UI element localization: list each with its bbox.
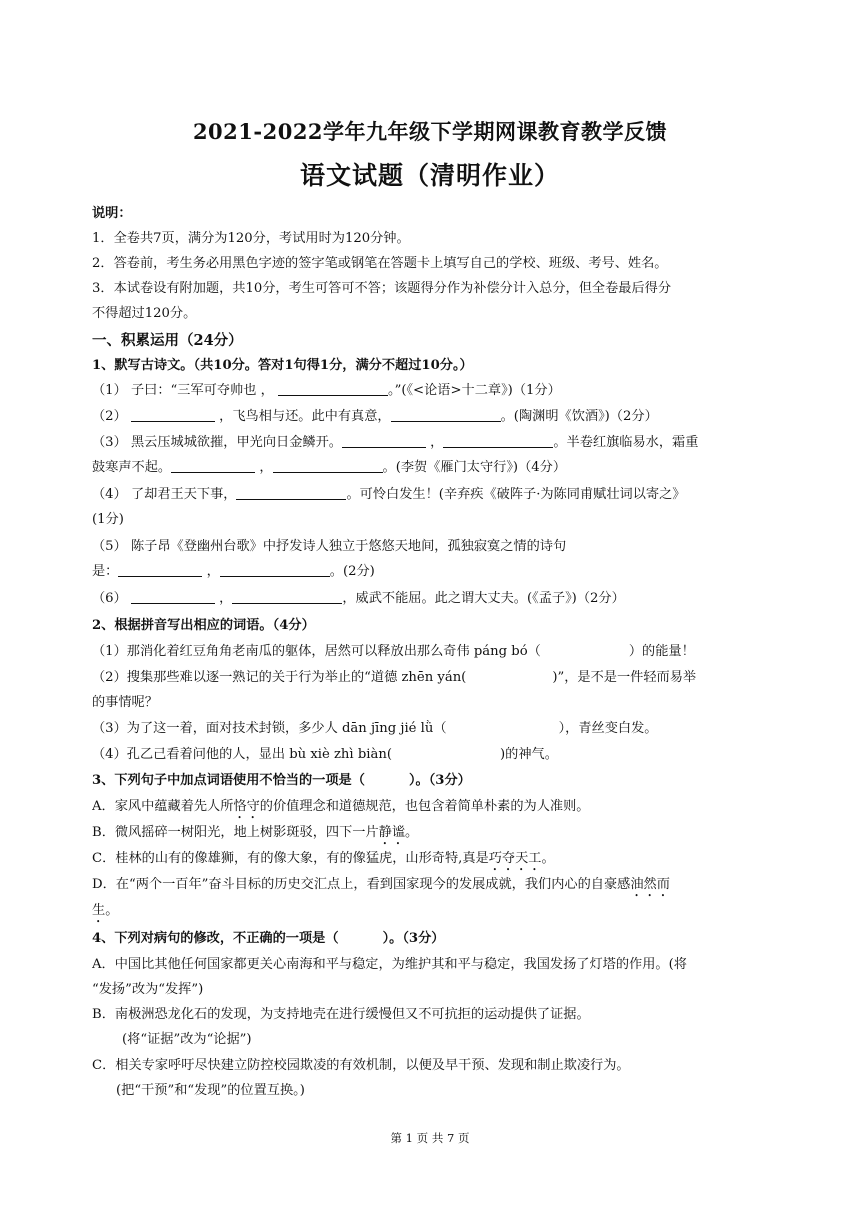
item-text: 黑云压城城欲摧，甲光向日金鳞开。 bbox=[130, 435, 342, 450]
note-1: 1．全卷共7页，满分为120分，考试用时为120分钟。 bbox=[92, 231, 410, 246]
q4-option-b-cont: (将“证据”改为“论据”) bbox=[122, 1032, 252, 1047]
q2-item-3 bbox=[92, 719, 782, 739]
q4-option-a: A．中国比其他任何国家都更关心南海和平与稳定，为维护其和平与稳定，我国发扬了灯塔的作用。(将 bbox=[92, 957, 687, 972]
q1-item-4-cont: (1分) bbox=[92, 512, 124, 527]
item-text: （3）为了这一着，面对技术封锁，多少人 dān jīng jié lǜ（ bbox=[92, 721, 447, 736]
dotted-word: 生 bbox=[92, 903, 106, 918]
q2-item-1 bbox=[92, 642, 782, 662]
option-text: 。 bbox=[105, 903, 119, 918]
q3-option-c bbox=[92, 849, 782, 874]
item-text: ，飞鸟相与还。此中有真意， bbox=[219, 409, 391, 424]
notes-label: 说明： bbox=[92, 206, 132, 221]
item-text: 。半卷红旗临易水，霜重 bbox=[553, 435, 699, 450]
q1-item-3 bbox=[92, 433, 782, 453]
note-3-cont: 不得超过120分。 bbox=[92, 306, 197, 321]
item-text: （4）孔乙己看着问他的人，显出 bù xiè zhì biàn( bbox=[92, 747, 392, 762]
item-text: 子曰：“三军可夺帅也 ， bbox=[130, 383, 274, 398]
item-text: （2）搜集那些难以逐一熟记的关于行为举止的“道德 zhēn yán( bbox=[92, 670, 467, 685]
item-number: （5） bbox=[92, 539, 127, 554]
answer-blank[interactable] bbox=[171, 458, 255, 473]
answer-blank[interactable] bbox=[232, 589, 342, 604]
item-text: ， bbox=[259, 460, 273, 475]
item-text: ， bbox=[206, 564, 220, 579]
item-text: ，威武不能屈。此之谓大丈夫。(《孟子》)（2分） bbox=[342, 591, 625, 606]
item-text: ）的能量！ bbox=[628, 644, 695, 659]
q1-item-4 bbox=[92, 485, 782, 505]
item-text: ），青丝变白发。 bbox=[558, 721, 658, 736]
item-number: （6） bbox=[92, 591, 127, 606]
item-text: ）。（3分） bbox=[382, 931, 445, 946]
option-text: B．微风摇碎一树阳光，地上树影斑驳，四下一片 bbox=[92, 825, 379, 840]
q1-title: 1、默写古诗文。（共10分。答对1句得1分，满分不超过10分。） bbox=[92, 358, 473, 373]
q1-item-6 bbox=[92, 589, 782, 609]
option-text: 。 bbox=[541, 851, 555, 866]
q1-item-1 bbox=[92, 381, 782, 401]
item-text: 。(李贺《雁门太守行》)（4分） bbox=[382, 460, 567, 475]
item-text: ， bbox=[430, 435, 444, 450]
answer-blank[interactable] bbox=[273, 458, 383, 473]
page-footer: 第 1 页 共 7 页 bbox=[390, 1131, 470, 1145]
q3-option-d-cont bbox=[92, 901, 782, 926]
note-2: 2．答卷前，考生务必用黑色字迹的签字笔或钢笔在答题卡上填写自己的学校、班级、考号、姓名。 bbox=[92, 256, 668, 271]
q4-option-c: C．相关专家呼吁尽快建立防控校园欺凌的有效机制，以便及早干预、发现和制止欺凌行为。 bbox=[92, 1058, 630, 1073]
answer-blank[interactable] bbox=[131, 407, 215, 422]
item-text: 4、下列对病句的修改，不正确的一项是（ bbox=[92, 931, 339, 946]
item-number: （3） bbox=[92, 435, 127, 450]
item-text: ）。（3分） bbox=[408, 773, 471, 788]
q4-option-b: B．南极洲恐龙化石的发现，为支持地壳在进行缓慢但又不可抗拒的运动提供了证据。 bbox=[92, 1007, 590, 1022]
item-text: 。(2分) bbox=[329, 564, 375, 579]
q2-item-2-cont: 的事情呢？ bbox=[92, 695, 158, 710]
answer-blank[interactable] bbox=[391, 407, 501, 422]
answer-blank[interactable] bbox=[342, 433, 426, 448]
q2-title: 2、根据拼音写出相应的词语。（4分） bbox=[92, 618, 315, 633]
q1-item-2 bbox=[92, 407, 782, 427]
dotted-word: 巧夺天工 bbox=[488, 851, 542, 866]
option-text: A．家风中蕴藏着先人所 bbox=[92, 799, 234, 814]
option-text: C．桂林的山有的像雄狮，有的像大象，有的像猛虎，山形奇特,真是 bbox=[92, 851, 489, 866]
item-text: ， bbox=[219, 591, 233, 606]
q2-item-4 bbox=[92, 745, 782, 765]
item-text: )的神气。 bbox=[500, 747, 558, 762]
q4-option-a-cont: “发扬”改为“发挥”) bbox=[92, 982, 204, 997]
item-text: 陈子昂《登幽州台歌》中抒发诗人独立于悠悠天地间，孤独寂寞之情的诗句 bbox=[130, 539, 567, 554]
dotted-word: 静谧 bbox=[378, 825, 406, 840]
answer-blank[interactable] bbox=[443, 433, 553, 448]
item-text: 3、下列句子中加点词语使用不恰当的一项是（ bbox=[92, 773, 365, 788]
item-number: （2） bbox=[92, 409, 127, 424]
item-number: （4） bbox=[92, 487, 127, 502]
option-text: 。 bbox=[405, 825, 419, 840]
dotted-word: 恪守 bbox=[233, 799, 260, 814]
option-text: D．在“两个一百年”奋斗目标的历史交汇点上，看到国家现今的发展成就，我们内心的自豪感 bbox=[92, 877, 631, 892]
item-text: 鼓寒声不起。 bbox=[92, 460, 172, 475]
q1-item-3-cont bbox=[92, 458, 782, 478]
item-text: 是： bbox=[92, 564, 119, 579]
q3-option-a bbox=[92, 797, 782, 822]
q4-title bbox=[92, 929, 782, 949]
item-text: 了却君王天下事， bbox=[130, 487, 237, 502]
q4-option-c-cont: (把“干预”和“发现”的位置互换。) bbox=[116, 1083, 305, 1098]
answer-blank[interactable] bbox=[131, 589, 215, 604]
note-3: 3．本试卷设有附加题，共10分，考生可答可不答；该题得分作为补偿分计入总分，但全卷最后得分 bbox=[92, 281, 672, 296]
item-text: （1）那消化着红豆角角老南瓜的躯体，居然可以释放出那么奇伟 páng bó（ bbox=[92, 644, 541, 659]
answer-blank[interactable] bbox=[236, 485, 346, 500]
q1-item-5-cont bbox=[92, 562, 782, 582]
q2-item-2 bbox=[92, 668, 782, 688]
item-text: 。(陶渊明《饮酒》)（2分） bbox=[500, 409, 658, 424]
q3-option-b bbox=[92, 823, 782, 848]
item-number: （1） bbox=[92, 383, 127, 398]
section-1-title: 一、积累运用（24分） bbox=[92, 332, 243, 349]
answer-blank[interactable] bbox=[278, 381, 388, 396]
item-text: 。可怜白发生！(辛弃疾《破阵子·为陈同甫赋壮词以寄之》 bbox=[346, 487, 686, 502]
option-text: 的价值理念和道德规范，也包含着简单朴素的为人准则。 bbox=[259, 799, 590, 814]
dotted-word: 油然而 bbox=[630, 877, 670, 892]
q3-option-d bbox=[92, 875, 782, 900]
exam-title: 2021-2022学年九年级下学期网课教育教学反馈 bbox=[192, 119, 668, 144]
answer-blank[interactable] bbox=[118, 562, 202, 577]
exam-subtitle: 语文试题（清明作业） bbox=[299, 161, 560, 190]
q1-item-5 bbox=[92, 537, 782, 557]
answer-blank[interactable] bbox=[220, 562, 330, 577]
q3-title bbox=[92, 771, 782, 791]
item-text: 。”(《<论语>十二章》)（1分） bbox=[387, 383, 561, 398]
item-text: )”，是不是一件轻而易举 bbox=[552, 670, 697, 685]
